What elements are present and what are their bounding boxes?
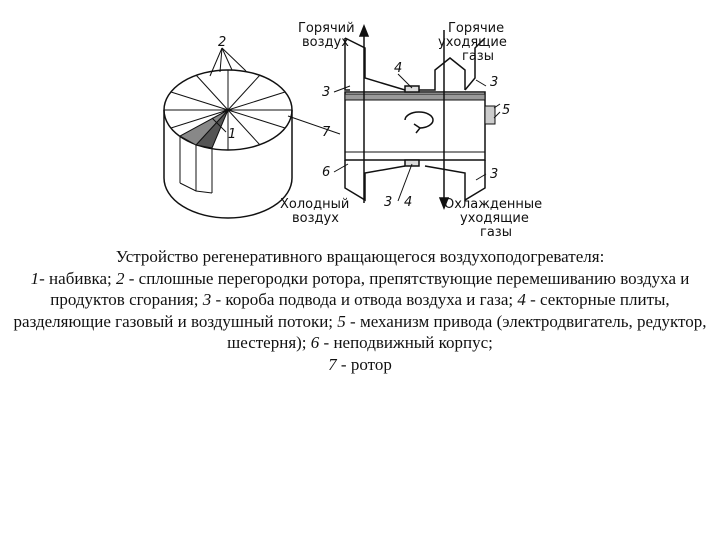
rotor-leaders bbox=[210, 48, 340, 134]
label-4-top: 4 bbox=[394, 61, 403, 76]
label-1: 1 bbox=[228, 127, 237, 142]
label-hot-air-2: воздух bbox=[302, 35, 349, 50]
legend-num-5: 5 bbox=[337, 311, 346, 331]
legend-text-7: - ротор bbox=[336, 354, 392, 374]
label-cooled-gases-1: Охлажденные bbox=[444, 197, 543, 212]
label-hot-gases-1: Горячие bbox=[448, 21, 505, 36]
label-3-right-bottom: 3 bbox=[490, 167, 499, 182]
legend-num-2: 2 bbox=[116, 268, 125, 288]
legend-num-1: 1 bbox=[30, 268, 40, 288]
diagram-svg bbox=[150, 8, 570, 238]
label-3-left-top: 3 bbox=[322, 85, 331, 100]
label-4-bottom: 4 bbox=[404, 195, 413, 210]
legend-text-2: - сплошные перегородки ротора, препятствующие перемешиванию воздуха и продуктов сгорания; bbox=[50, 268, 690, 309]
label-2: 2 bbox=[218, 35, 227, 50]
label-hot-gases-2: уходящие bbox=[438, 35, 507, 50]
section-leaders bbox=[334, 74, 500, 201]
legend-text-3: - короба подвода и отвода воздуха и газа; bbox=[211, 290, 518, 309]
legend-text-1: - набивка; bbox=[39, 268, 116, 288]
label-5: 5 bbox=[502, 103, 511, 118]
caption-title: Устройство регенеративного вращающегося воздухоподогревателя: bbox=[115, 247, 605, 266]
label-3-bottom: 3 bbox=[384, 195, 393, 210]
figure-caption bbox=[10, 246, 710, 375]
label-7: 7 bbox=[322, 125, 331, 140]
label-cold-air-2: воздух bbox=[292, 211, 339, 226]
legend-num-6: 6 bbox=[310, 333, 320, 352]
legend-num-7: 7 bbox=[328, 354, 337, 374]
label-hot-gases-3: газы bbox=[462, 49, 494, 64]
rotor-drawing bbox=[164, 70, 292, 218]
label-6: 6 bbox=[322, 165, 331, 180]
caption-legend bbox=[10, 268, 710, 376]
legend-num-3: 3 bbox=[202, 290, 212, 309]
label-cold-air-1: Холодный bbox=[280, 197, 350, 212]
legend-num-4: 4 bbox=[517, 290, 526, 309]
legend-text-6: - неподвижный корпус; bbox=[319, 333, 493, 352]
air-preheater-diagram bbox=[150, 8, 570, 238]
label-cooled-gases-2: уходящие bbox=[460, 211, 529, 226]
label-3-right-top: 3 bbox=[490, 75, 499, 90]
label-hot-air-1: Горячий bbox=[298, 21, 355, 36]
label-cooled-gases-3: газы bbox=[480, 225, 512, 238]
legend-text-5: - механизм привода (электродвигатель, редуктор, шестерня); bbox=[227, 311, 707, 352]
legend-text-4: - секторные плиты, разделяющие газовый и воздушный потоки; bbox=[13, 290, 670, 331]
flow-arrows bbox=[360, 26, 448, 208]
